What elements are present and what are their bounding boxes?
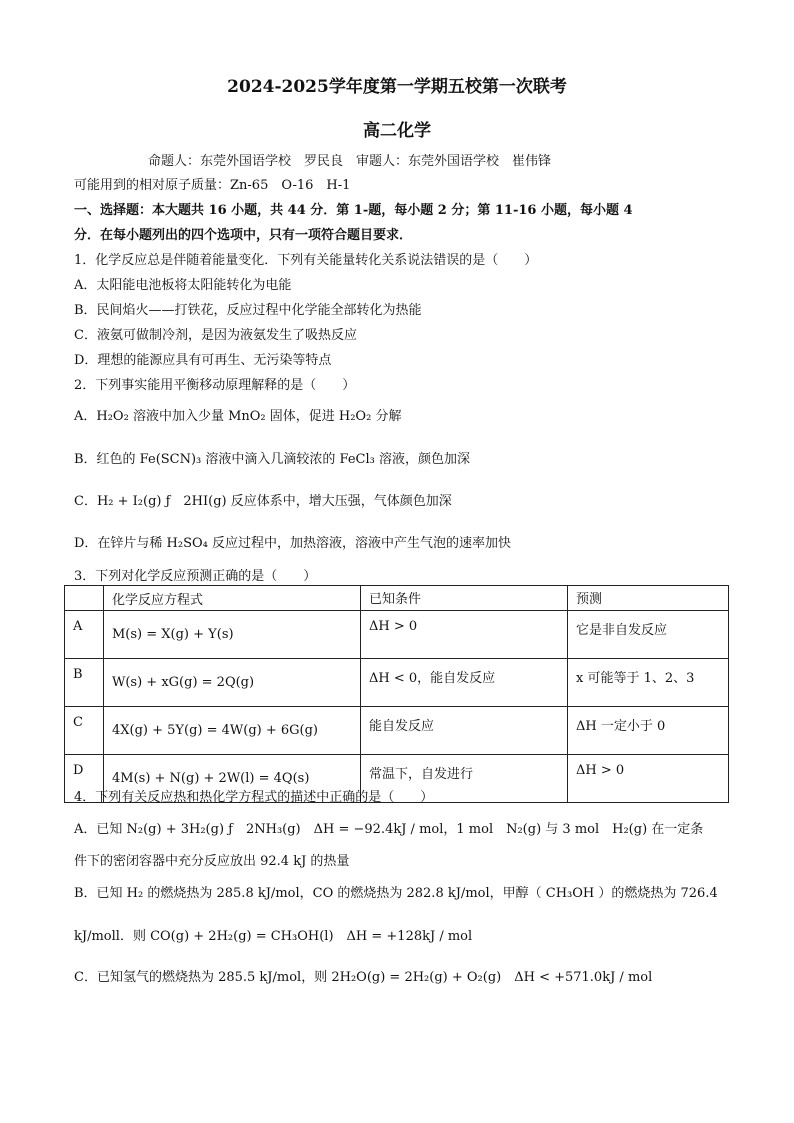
condition-cell: 能自发反应 — [361, 707, 568, 755]
table-header-cell: 已知条件 — [361, 586, 568, 611]
q4-option-b-line1: B．已知 H₂ 的燃烧热为 285.8 kJ/mol，CO 的燃烧热为 282.8 kJ/mol，甲醇（ CH₃OH ）的燃烧热为 726.4 — [74, 886, 718, 901]
equation-cell: M(s) = X(g) + Y(s) — [104, 611, 361, 659]
prediction-cell: 它是非自发反应 — [568, 611, 729, 659]
row-label: C — [65, 707, 104, 755]
subject-title: 高二化学 — [363, 121, 431, 141]
table-row — [65, 707, 729, 755]
condition-cell: ΔH < 0，能自发反应 — [361, 659, 568, 707]
q2-option-a: A．H₂O₂ 溶液中加入少量 MnO₂ 固体，促进 H₂O₂ 分解 — [74, 409, 402, 424]
table-header-cell — [65, 586, 104, 611]
q1-option-b: B．民间焰火——打铁花，反应过程中化学能全部转化为热能 — [74, 303, 422, 318]
authors-line: 命题人：东莞外国语学校 罗民良 审题人：东莞外国语学校 崔伟锋 — [148, 154, 552, 169]
table-header-cell: 化学反应方程式 — [104, 586, 361, 611]
exam-title: 2024-2025学年度第一学期五校第一次联考 — [227, 77, 567, 97]
row-label: D — [65, 755, 104, 803]
q1-stem: 1．化学反应总是伴随着能量变化．下列有关能量转化关系说法错误的是（ ） — [74, 253, 538, 268]
equation-cell: 4M(s) + N(g) + 2W(l) = 4Q(s) — [104, 755, 361, 803]
table-header-row — [65, 586, 729, 611]
condition-cell: ΔH > 0 — [361, 611, 568, 659]
table-row — [65, 611, 729, 659]
equation-cell: W(s) + xG(g) = 2Q(g) — [104, 659, 361, 707]
q3-stem: 3．下列对化学反应预测正确的是（ ） — [74, 569, 317, 584]
q4-option-c: C．已知氢气的燃烧热为 285.5 kJ/mol，则 2H₂O(g) = 2H₂(g) + O₂(g) ΔH < +571.0kJ / mol — [74, 970, 653, 985]
q4-option-a-line1: A．已知 N₂(g) + 3H₂(g) ƒ 2NH₃(g) ΔH = −92.4kJ / mol，1 mol N₂(g) 与 3 mol H₂(g) 在一定条 — [74, 822, 704, 837]
q1-option-d: D．理想的能源应具有可再生、无污染等特点 — [74, 353, 332, 368]
q2-stem: 2．下列事实能用平衡移动原理解释的是（ ） — [74, 378, 356, 393]
prediction-cell: ΔH 一定小于 0 — [568, 707, 729, 755]
table-row — [65, 659, 729, 707]
equation-cell: 4X(g) + 5Y(g) = 4W(g) + 6G(g) — [104, 707, 361, 755]
q1-option-a: A．太阳能电池板将太阳能转化为电能 — [74, 278, 292, 293]
table-header-cell: 预测 — [568, 586, 729, 611]
q2-option-b: B．红色的 Fe(SCN)₃ 溶液中滴入几滴较浓的 FeCl₃ 溶液，颜色加深 — [74, 452, 470, 467]
prediction-cell: x 可能等于 1、2、3 — [568, 659, 729, 707]
condition-cell: 常温下，自发进行 — [361, 755, 568, 803]
q2-option-d: D．在锌片与稀 H₂SO₄ 反应过程中，加热溶液，溶液中产生气泡的速率加快 — [74, 536, 512, 551]
row-label: A — [65, 611, 104, 659]
section1-instructions-1: 一、选择题：本大题共 16 小题，共 44 分．第 1-题，每小题 2 分；第 11-16 小题，每小题 4 — [74, 203, 633, 218]
q1-option-c: C．液氨可做制冷剂，是因为液氨发生了吸热反应 — [74, 328, 357, 343]
row-label: B — [65, 659, 104, 707]
q2-option-c: C．H₂ + I₂(g) ƒ 2HI(g) 反应体系中，增大压强，气体颜色加深 — [74, 494, 452, 509]
prediction-cell: ΔH > 0 — [568, 755, 729, 803]
section1-instructions-2: 分．在每小题列出的四个选项中，只有一项符合题目要求． — [74, 228, 413, 243]
q3-table — [64, 585, 729, 803]
q4-stem: 4．下列有关反应热和热化学方程式的描述中正确的是（ ） — [74, 790, 434, 805]
q4-option-b-line2: kJ/moll．则 CO(g) + 2H₂(g) = CH₃OH(l) ΔH = +128kJ / mol — [74, 929, 473, 944]
atomic-mass-line: 可能用到的相对原子质量：Zn-65 O-16 H-1 — [74, 178, 351, 193]
q4-option-a-line2: 件下的密闭容器中充分反应放出 92.4 kJ 的热量 — [74, 854, 350, 869]
